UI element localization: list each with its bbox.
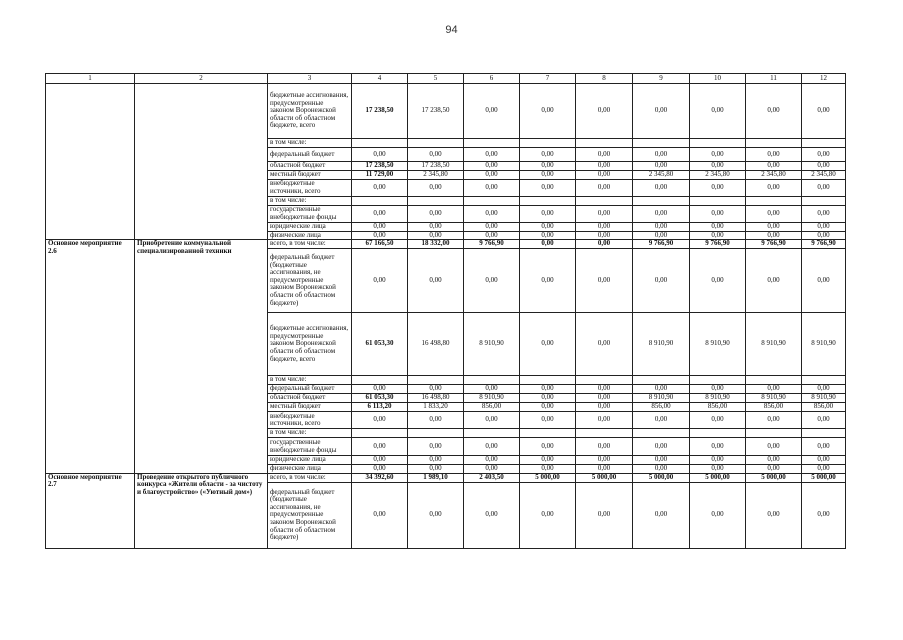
value-cell: 0,00 (690, 84, 746, 139)
value-cell: 0,00 (802, 222, 846, 231)
value-cell: 0,00 (520, 313, 576, 376)
value-cell: 18 332,00 (408, 240, 464, 249)
value-cell: 0,00 (520, 84, 576, 139)
value-cell: 0,00 (520, 222, 576, 231)
value-cell (352, 376, 408, 385)
value-cell: 0,00 (408, 385, 464, 394)
value-cell: 0,00 (520, 394, 576, 403)
value-cell: 0,00 (520, 385, 576, 394)
source-label-cell: федеральный бюджет (бюджетные ассигнования, не предусмотренные законом Воронежской области об областном бюджете) (268, 249, 352, 313)
value-cell: 0,00 (746, 222, 802, 231)
source-label-cell: бюджетные ассигнования, предусмотренные законом Воронежской области об областном бюджете, всего (268, 84, 352, 139)
value-cell: 0,00 (802, 249, 846, 313)
value-cell (408, 376, 464, 385)
header-cell: 2 (135, 74, 268, 84)
value-cell: 0,00 (464, 465, 520, 474)
value-cell: 9 766,90 (464, 240, 520, 249)
value-cell: 0,00 (746, 249, 802, 313)
value-cell: 0,00 (464, 180, 520, 197)
value-cell: 0,00 (520, 403, 576, 412)
value-cell: 0,00 (520, 456, 576, 465)
value-cell: 8 910,90 (633, 394, 690, 403)
header-cell: 1 (46, 74, 135, 84)
source-label-cell: физические лица (268, 231, 352, 240)
value-cell (802, 429, 846, 438)
source-label-cell: федеральный бюджет (268, 385, 352, 394)
value-cell: 0,00 (802, 465, 846, 474)
value-cell: 0,00 (408, 148, 464, 162)
value-cell: 0,00 (690, 205, 746, 222)
header-cell: 6 (464, 74, 520, 84)
value-cell: 17 238,50 (352, 84, 408, 139)
value-cell: 0,00 (802, 205, 846, 222)
value-cell: 0,00 (352, 222, 408, 231)
value-cell: 0,00 (520, 465, 576, 474)
page-number: 94 (445, 24, 458, 36)
value-cell: 0,00 (520, 171, 576, 180)
value-cell (746, 139, 802, 148)
value-cell: 0,00 (690, 249, 746, 313)
value-cell: 9 766,90 (690, 240, 746, 249)
value-cell: 0,00 (576, 438, 633, 456)
value-cell: 1 833,20 (408, 403, 464, 412)
header-cell: 9 (633, 74, 690, 84)
value-cell (802, 197, 846, 206)
value-cell: 0,00 (520, 148, 576, 162)
value-cell: 0,00 (576, 148, 633, 162)
source-label-cell: федеральный бюджет (бюджетные ассигнования, не предусмотренные законом Воронежской области об областном бюджете) (268, 482, 352, 548)
source-label-cell: местный бюджет (268, 403, 352, 412)
value-cell: 0,00 (746, 162, 802, 171)
value-cell: 0,00 (802, 385, 846, 394)
table-row (46, 84, 846, 139)
value-cell (746, 197, 802, 206)
value-cell: 67 166,50 (352, 240, 408, 249)
value-cell: 0,00 (746, 482, 802, 548)
value-cell: 0,00 (352, 482, 408, 548)
value-cell: 0,00 (464, 171, 520, 180)
value-cell: 0,00 (464, 249, 520, 313)
source-label-cell: государственные внебюджетные фонды (268, 438, 352, 456)
value-cell: 17 238,50 (408, 162, 464, 171)
value-cell: 5 000,00 (690, 473, 746, 482)
value-cell: 0,00 (633, 482, 690, 548)
value-cell: 0,00 (576, 180, 633, 197)
value-cell: 5 000,00 (746, 473, 802, 482)
value-cell: 9 766,90 (802, 240, 846, 249)
value-cell (576, 376, 633, 385)
value-cell: 0,00 (576, 171, 633, 180)
value-cell: 0,00 (408, 231, 464, 240)
value-cell (520, 197, 576, 206)
value-cell: 0,00 (633, 231, 690, 240)
value-cell: 0,00 (464, 84, 520, 139)
value-cell: 0,00 (633, 438, 690, 456)
value-cell: 0,00 (802, 84, 846, 139)
value-cell: 0,00 (352, 231, 408, 240)
value-cell (520, 376, 576, 385)
value-cell (352, 197, 408, 206)
value-cell: 0,00 (633, 456, 690, 465)
value-cell: 0,00 (690, 385, 746, 394)
value-cell: 0,00 (352, 385, 408, 394)
value-cell: 0,00 (690, 231, 746, 240)
value-cell: 1 989,10 (408, 473, 464, 482)
value-cell: 0,00 (576, 412, 633, 429)
source-label-cell: в том числе: (268, 139, 352, 148)
value-cell: 0,00 (520, 180, 576, 197)
value-cell: 0,00 (576, 249, 633, 313)
value-cell (746, 429, 802, 438)
value-cell (464, 376, 520, 385)
value-cell (802, 139, 846, 148)
value-cell: 0,00 (408, 249, 464, 313)
value-cell: 0,00 (633, 205, 690, 222)
value-cell: 16 498,80 (408, 313, 464, 376)
value-cell: 0,00 (520, 231, 576, 240)
value-cell: 2 345,80 (802, 171, 846, 180)
source-label-cell: в том числе: (268, 376, 352, 385)
value-cell: 0,00 (576, 231, 633, 240)
value-cell: 856,00 (633, 403, 690, 412)
header-cell: 8 (576, 74, 633, 84)
value-cell (690, 139, 746, 148)
value-cell (576, 139, 633, 148)
value-cell (690, 429, 746, 438)
value-cell: 0,00 (520, 438, 576, 456)
source-label-cell: всего, в том числе: (268, 240, 352, 249)
value-cell (746, 376, 802, 385)
value-cell: 0,00 (633, 465, 690, 474)
value-cell (802, 376, 846, 385)
source-label-cell: всего, в том числе: (268, 473, 352, 482)
value-cell: 0,00 (464, 148, 520, 162)
value-cell: 2 345,80 (746, 171, 802, 180)
value-cell: 0,00 (802, 180, 846, 197)
value-cell: 0,00 (690, 482, 746, 548)
value-cell: 8 910,90 (746, 394, 802, 403)
value-cell: 0,00 (746, 456, 802, 465)
value-cell (520, 139, 576, 148)
source-label-cell: в том числе: (268, 197, 352, 206)
value-cell (576, 197, 633, 206)
event-code-cell: Основное мероприятие 2.7 (46, 473, 135, 548)
value-cell: 0,00 (802, 412, 846, 429)
value-cell: 0,00 (520, 162, 576, 171)
value-cell: 0,00 (633, 162, 690, 171)
value-cell: 9 766,90 (746, 240, 802, 249)
value-cell: 0,00 (464, 205, 520, 222)
value-cell: 0,00 (576, 403, 633, 412)
value-cell: 61 053,30 (352, 313, 408, 376)
value-cell (690, 376, 746, 385)
value-cell: 5 000,00 (576, 473, 633, 482)
value-cell: 0,00 (746, 148, 802, 162)
value-cell: 8 910,90 (690, 394, 746, 403)
value-cell: 11 729,00 (352, 171, 408, 180)
value-cell: 0,00 (633, 249, 690, 313)
value-cell: 8 910,90 (746, 313, 802, 376)
value-cell: 0,00 (352, 456, 408, 465)
source-label-cell: юридические лица (268, 456, 352, 465)
event-name-cell (135, 84, 268, 240)
value-cell: 0,00 (746, 385, 802, 394)
value-cell: 2 345,80 (408, 171, 464, 180)
value-cell (633, 197, 690, 206)
event-name-cell: Проведение открытого публичного конкурса «Жители области - за чистоту и благоустройство» («Уютный дом») (135, 473, 268, 548)
value-cell (633, 429, 690, 438)
value-cell (408, 139, 464, 148)
budget-table (45, 73, 846, 549)
value-cell: 0,00 (408, 465, 464, 474)
header-cell: 5 (408, 74, 464, 84)
value-cell: 8 910,90 (802, 313, 846, 376)
value-cell: 0,00 (746, 180, 802, 197)
value-cell: 0,00 (633, 385, 690, 394)
value-cell: 0,00 (576, 482, 633, 548)
value-cell: 0,00 (633, 222, 690, 231)
value-cell: 0,00 (576, 222, 633, 231)
source-label-cell: бюджетные ассигнования, предусмотренные законом Воронежской области об областном бюджете, всего (268, 313, 352, 376)
value-cell: 0,00 (746, 205, 802, 222)
value-cell: 0,00 (576, 162, 633, 171)
value-cell: 16 498,80 (408, 394, 464, 403)
event-code-cell: Основное мероприятие 2.6 (46, 240, 135, 474)
header-cell: 4 (352, 74, 408, 84)
value-cell: 8 910,90 (633, 313, 690, 376)
value-cell: 0,00 (520, 249, 576, 313)
value-cell: 0,00 (576, 84, 633, 139)
value-cell: 0,00 (576, 456, 633, 465)
value-cell: 8 910,90 (802, 394, 846, 403)
source-label-cell: внебюджетные источники, всего (268, 412, 352, 429)
value-cell: 0,00 (408, 456, 464, 465)
value-cell: 0,00 (520, 482, 576, 548)
value-cell: 0,00 (464, 385, 520, 394)
value-cell: 34 392,60 (352, 473, 408, 482)
value-cell: 0,00 (576, 313, 633, 376)
value-cell: 0,00 (576, 240, 633, 249)
value-cell: 856,00 (464, 403, 520, 412)
value-cell: 0,00 (408, 222, 464, 231)
header-row (46, 74, 846, 84)
value-cell: 6 113,20 (352, 403, 408, 412)
value-cell: 0,00 (352, 148, 408, 162)
source-label-cell: федеральный бюджет (268, 148, 352, 162)
value-cell: 0,00 (802, 162, 846, 171)
event-code-cell (46, 84, 135, 240)
value-cell: 8 910,90 (690, 313, 746, 376)
value-cell (464, 197, 520, 206)
value-cell: 0,00 (690, 222, 746, 231)
value-cell: 0,00 (690, 438, 746, 456)
event-name-cell: Приобретение коммунальной специализированной техники (135, 240, 268, 474)
value-cell: 0,00 (690, 412, 746, 429)
value-cell: 0,00 (576, 205, 633, 222)
value-cell (352, 429, 408, 438)
value-cell: 0,00 (690, 180, 746, 197)
value-cell: 0,00 (690, 162, 746, 171)
value-cell: 8 910,90 (464, 394, 520, 403)
value-cell (520, 429, 576, 438)
value-cell: 0,00 (576, 385, 633, 394)
value-cell: 0,00 (352, 249, 408, 313)
value-cell: 0,00 (802, 438, 846, 456)
value-cell (576, 429, 633, 438)
value-cell: 0,00 (576, 465, 633, 474)
value-cell (633, 139, 690, 148)
value-cell: 0,00 (633, 84, 690, 139)
value-cell (464, 429, 520, 438)
value-cell: 61 053,30 (352, 394, 408, 403)
value-cell: 2 345,80 (690, 171, 746, 180)
value-cell: 0,00 (802, 482, 846, 548)
source-label-cell: областной бюджет (268, 162, 352, 171)
table-row (46, 473, 846, 482)
value-cell: 0,00 (746, 84, 802, 139)
value-cell (352, 139, 408, 148)
value-cell: 0,00 (690, 148, 746, 162)
source-label-cell: физические лица (268, 465, 352, 474)
value-cell: 5 000,00 (802, 473, 846, 482)
value-cell: 0,00 (408, 482, 464, 548)
value-cell: 0,00 (802, 231, 846, 240)
value-cell: 0,00 (464, 438, 520, 456)
value-cell: 0,00 (520, 240, 576, 249)
value-cell: 0,00 (464, 456, 520, 465)
source-label-cell: внебюджетные источники, всего (268, 180, 352, 197)
source-label-cell: в том числе: (268, 429, 352, 438)
value-cell: 0,00 (633, 148, 690, 162)
value-cell: 0,00 (802, 148, 846, 162)
value-cell: 0,00 (746, 465, 802, 474)
value-cell: 0,00 (408, 180, 464, 197)
source-label-cell: местный бюджет (268, 171, 352, 180)
header-cell: 11 (746, 74, 802, 84)
value-cell: 17 238,50 (352, 162, 408, 171)
value-cell: 0,00 (690, 456, 746, 465)
value-cell: 0,00 (746, 412, 802, 429)
value-cell (464, 139, 520, 148)
value-cell (408, 197, 464, 206)
value-cell: 0,00 (464, 231, 520, 240)
value-cell: 0,00 (352, 180, 408, 197)
value-cell: 17 238,50 (408, 84, 464, 139)
value-cell: 856,00 (802, 403, 846, 412)
header-cell: 12 (802, 74, 846, 84)
value-cell: 0,00 (690, 465, 746, 474)
header-cell: 3 (268, 74, 352, 84)
value-cell: 9 766,90 (633, 240, 690, 249)
value-cell: 2 403,50 (464, 473, 520, 482)
value-cell: 0,00 (408, 412, 464, 429)
header-cell: 10 (690, 74, 746, 84)
value-cell: 0,00 (464, 412, 520, 429)
value-cell: 0,00 (633, 412, 690, 429)
value-cell (633, 376, 690, 385)
value-cell: 0,00 (576, 394, 633, 403)
value-cell: 0,00 (520, 205, 576, 222)
source-label-cell: областной бюджет (268, 394, 352, 403)
value-cell: 0,00 (746, 231, 802, 240)
value-cell: 856,00 (746, 403, 802, 412)
source-label-cell: государственные внебюджетные фонды (268, 205, 352, 222)
value-cell: 0,00 (408, 438, 464, 456)
value-cell: 5 000,00 (633, 473, 690, 482)
header-cell: 7 (520, 74, 576, 84)
value-cell: 0,00 (633, 180, 690, 197)
value-cell: 0,00 (464, 162, 520, 171)
value-cell: 0,00 (352, 412, 408, 429)
source-label-cell: юридические лица (268, 222, 352, 231)
value-cell: 0,00 (464, 482, 520, 548)
table-row (46, 240, 846, 249)
value-cell: 0,00 (802, 456, 846, 465)
value-cell: 8 910,90 (464, 313, 520, 376)
value-cell: 856,00 (690, 403, 746, 412)
value-cell: 0,00 (464, 222, 520, 231)
value-cell: 0,00 (352, 438, 408, 456)
value-cell: 0,00 (352, 465, 408, 474)
value-cell: 0,00 (352, 205, 408, 222)
value-cell: 2 345,80 (633, 171, 690, 180)
value-cell (690, 197, 746, 206)
value-cell: 0,00 (408, 205, 464, 222)
value-cell: 5 000,00 (520, 473, 576, 482)
value-cell (408, 429, 464, 438)
value-cell: 0,00 (746, 438, 802, 456)
value-cell: 0,00 (520, 412, 576, 429)
